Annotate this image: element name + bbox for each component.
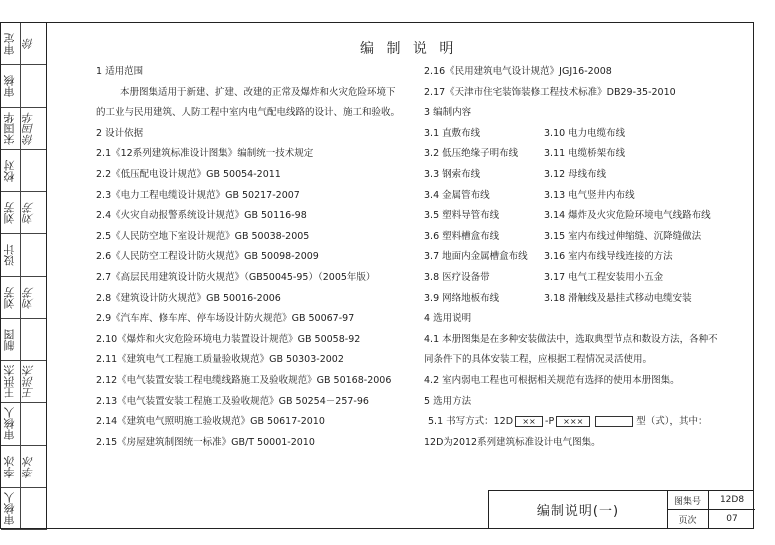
signature-mark: [21, 236, 43, 274]
ref-item: 2.9《汽车库、修车库、停车场设计防火规范》GB 50067-97: [96, 313, 355, 325]
contents-row: [424, 144, 724, 165]
section4-1: 4.1 本册图集是在多种安装做法中，选取典型节点和数设方法，各种不同条件下的具体安装工程，应根据工程情况灵活使用。: [424, 333, 718, 366]
signature-role-label: 刘芳: [3, 286, 16, 309]
contents-item: 3.16 室内布线导线连接的方法: [544, 251, 673, 263]
ref-item: 2.11《建筑电气工程施工质量验收规范》GB 50303-2002: [96, 354, 344, 366]
signature-row: [1, 361, 47, 403]
ref-item: 2.3《电力工程电缆设计规范》GB 50217-2007: [96, 189, 300, 201]
title-block: [488, 490, 754, 529]
atlas-label: 图集号: [667, 491, 709, 510]
contents-item: 3.3 钢索布线: [424, 168, 481, 180]
contents-item: 3.13 电气竖井内布线: [544, 189, 635, 201]
signature-role-label: 刘芳: [3, 202, 16, 225]
contents-row: [424, 268, 724, 289]
signature-row: [1, 319, 47, 361]
signature-row: [1, 277, 47, 319]
page-value: 07: [726, 514, 738, 524]
contents-item: 3.4 金属管布线: [424, 189, 490, 201]
signature-role-label: 制图: [3, 328, 16, 351]
section5-heading: 5 选用方法: [424, 395, 472, 407]
signature-mark: [21, 321, 43, 359]
signature-role-label: 设计: [3, 244, 16, 267]
ref-item: 2.2《低压配电设计规范》GB 50054-2011: [96, 168, 281, 180]
contents-item: 3.15 室内布线过伸缩缝、沉降缝做法: [544, 230, 702, 242]
signature-mark: 刘芳: [22, 202, 35, 225]
usage-prefix: 5.1 书写方式：12D: [428, 416, 514, 428]
signature-role-label: 校对: [3, 159, 16, 182]
usage-box-2: ×××: [556, 416, 590, 427]
signature-row: [1, 403, 47, 445]
signature-row: [1, 192, 47, 234]
contents-item: 3.18 滑触线及悬挂式移动电缆安装: [544, 292, 692, 304]
signature-row: [1, 234, 47, 276]
ref-item: 2.13《电气装置安装工程施工及验收规范》GB 50254－257-96: [96, 395, 369, 407]
signature-role-label: 审核人: [3, 492, 16, 526]
signature-mark: 王洪杰: [22, 365, 35, 399]
section3-heading: 3 编制内容: [424, 107, 472, 119]
ref-item: 2.6《人民防空工程设计防火规范》GB 50098-2009: [96, 251, 319, 263]
signature-row: [1, 488, 47, 530]
signature-mark: 徐国华: [22, 112, 35, 146]
ref-item: 2.10《爆炸和火灾危险环境电力装置设计规范》GB 50058-92: [96, 333, 361, 345]
signature-mark: 李冰: [22, 455, 35, 478]
section4-2: 4.2 室内弱电工程也可根据相关规范有选择的使用本册图集。: [424, 374, 680, 386]
right-column: [424, 62, 724, 453]
signature-role-label: 李冰: [3, 455, 16, 478]
contents-row: [424, 227, 724, 248]
section2-heading: 2 设计依据: [96, 127, 144, 139]
left-column: [96, 62, 401, 453]
usage-suffix: 型（式），其中：: [636, 416, 708, 428]
contents-item: 3.2 低压绝缘子明布线: [424, 148, 519, 160]
usage-format: [424, 412, 724, 433]
signature-mark: 刘芳: [22, 286, 35, 309]
contents-item: 3.8 医疗设备带: [424, 271, 490, 283]
usage-note: 12D为2012系列建筑标准设计电气图集。: [424, 436, 601, 448]
contents-item: 3.7 地面内金属槽盒布线: [424, 251, 528, 263]
signature-row: [1, 23, 47, 65]
signature-row: [1, 150, 47, 192]
signature-row: [1, 108, 47, 150]
signature-mark: 徐: [22, 38, 35, 50]
signature-mark: [21, 490, 43, 528]
usage-box-1: ××: [515, 416, 543, 427]
contents-row: [424, 186, 724, 207]
signature-mark: [21, 152, 43, 190]
signature-role-label: 审定: [3, 33, 16, 56]
contents-item: 3.9 网络地板布线: [424, 292, 500, 304]
ref-item: 2.15《房屋建筑制图统一标准》GB/T 50001-2010: [96, 436, 315, 448]
ref-item: 2.16《民用建筑电气设计规范》JGJ16-2008: [424, 66, 612, 77]
ref-item: 2.12《电气装置安装工程电缆线路施工及验收规范》GB 50168-2006: [96, 374, 392, 386]
contents-row: [424, 206, 724, 227]
signature-role-label: 王洪杰: [3, 365, 16, 399]
contents-item: 3.1 直敷布线: [424, 127, 481, 139]
contents-item: 3.14 爆炸及火灾危险环境电气线路布线: [544, 210, 711, 222]
signature-role-label: 审核人: [3, 407, 16, 441]
signature-row: [1, 446, 47, 488]
ref-item: 2.8《建筑设计防火规范》GB 50016-2006: [96, 292, 281, 304]
ref-item: 2.1《12系列建筑标准设计图集》编制统一技术规定: [96, 148, 314, 160]
usage-box-3: [595, 416, 633, 427]
contents-row: [424, 289, 724, 310]
contents-row: [424, 165, 724, 186]
signature-mark: [21, 67, 43, 105]
contents-item: 3.11 电缆桥架布线: [544, 148, 626, 160]
atlas-value: 12D8: [709, 491, 755, 510]
contents-item: 3.17 电气工程安装用小五金: [544, 271, 664, 283]
contents-item: 3.10 电力电缆布线: [544, 127, 626, 139]
ref-item: 2.7《高层民用建筑设计防火规范》（GB50045-95）（2005年版）: [96, 271, 376, 283]
ref-item: 2.17《天津市住宅装饰装修工程技术标准》DB29-35-2010: [424, 86, 676, 98]
signature-mark: [21, 405, 43, 443]
page-title: 编 制 说 明: [360, 41, 458, 57]
contents-row: [424, 247, 724, 268]
ref-item: 2.5《人民防空地下室设计规范》GB 50038-2005: [96, 230, 310, 242]
signature-row: [1, 65, 47, 107]
contents-item: 3.5 塑料导管布线: [424, 210, 500, 222]
page-label: 页次: [667, 510, 709, 528]
usage-mid: -P: [545, 416, 555, 428]
contents-item: 3.6 塑料槽盒布线: [424, 230, 500, 242]
section1-heading: 1 适用范围: [96, 66, 144, 77]
contents-item: 3.12 母线布线: [544, 168, 607, 180]
signature-strip: [0, 22, 46, 529]
ref-item: 2.14《建筑电气照明施工验收规范》GB 50617-2010: [96, 416, 325, 428]
contents-row: [424, 124, 724, 145]
drawing-name: 编制说明(一): [489, 491, 668, 528]
ref-item: 2.4《火灾自动报警系统设计规范》GB 50116-98: [96, 210, 307, 222]
signature-role-label: 宋国华: [3, 112, 16, 146]
signature-role-label: 审核: [3, 75, 16, 98]
section1-text: 本册图集适用于新建、扩建、改建的正常及爆炸和火灾危险环境下的工业与民用建筑、人防工程中室内电气配电线路的设计、施工和验收。: [96, 86, 401, 119]
section4-heading: 4 选用说明: [424, 313, 472, 325]
